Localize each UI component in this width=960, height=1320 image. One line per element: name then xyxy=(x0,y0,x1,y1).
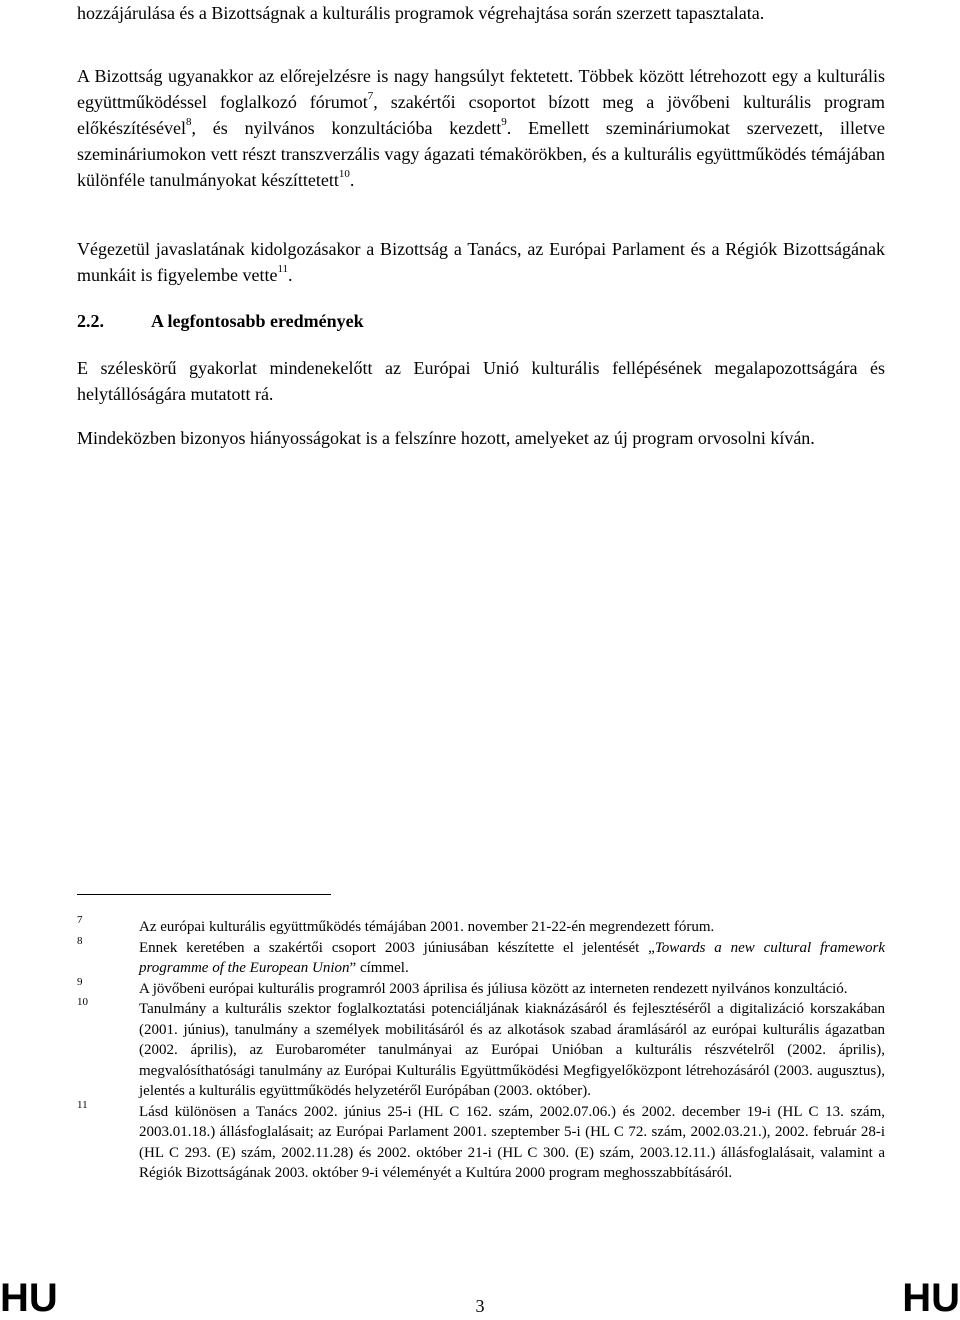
footnote-number: 7 xyxy=(77,914,83,926)
footer-language-right: HU xyxy=(902,1276,960,1320)
footnote-8 xyxy=(77,934,885,979)
section-heading xyxy=(77,308,364,334)
paragraph-2-text-d: . Emellett szemináriumokat szervezett, illetve szemináriumokon vett részt transzverzális vagy ágazati témakörökben, és a kulturális együttműködés témájában különféle tanulmányokat készíttetett xyxy=(77,118,885,190)
footnote-10 xyxy=(77,996,885,1102)
footnote-separator xyxy=(77,894,331,895)
footnote-ref-8[interactable]: 8 xyxy=(185,116,192,128)
paragraph-3 xyxy=(77,236,885,288)
paragraph-2-text-b: , szakértői csoportot bízott meg a jövőbeni kulturális program előkészítésével xyxy=(77,92,885,138)
footer-language-left: HU xyxy=(0,1276,58,1320)
paragraph-5: Mindeközben bizonyos hiányosságokat is a felszínre hozott, amelyeket az új program orvosolni kíván. xyxy=(77,428,815,448)
section-number: 2.2. xyxy=(77,311,104,331)
footnote-9 xyxy=(77,975,885,1000)
footnote-text: Lásd különösen a Tanács 2002. június 25-i (HL C 162. szám, 2002.07.06.) és 2002. december 19-i (HL C 13. szám, 2003.01.18.) állásfoglalásait; az Európai Parlament 2001. szeptember 5-i (HL C 72. szám, 2002.03.21.), 2002. február 28-i (HL C 293. (E) szám, 2002.11.28) és 2002. október 21-i (HL C 300. (E) szám, 2003.12.11.) állásfoglalásait, valamint a Régiók Bizottságának 2003. október 9-i véleményét a Kultúra 2000 program meghosszabbításáról. xyxy=(139,1103,885,1181)
paragraph-2-text-e: . xyxy=(349,170,355,190)
footnote-text: Tanulmány a kulturális szektor foglalkoztatási potenciáljának kiaknázásáról és fejlesztéséről a digitalizáció korszakában (2001. június), tanulmány a személyek mobilitásáról és az alkotások szabad áramlásáról az európai kulturális ágazatban (2002. április), az Eurobarométer tanulmányai az Európai Unióban a kulturális részvételről (2002. április), megvalósíthatósági tanulmány az Európai Kulturális Együttműködési Megfigyelőközpont létrehozásáról (2003. augusztus), jelentés a kulturális együttműködés helyzetéről Európában (2003. október). xyxy=(139,1001,885,1099)
paragraph-3-text-a: Végezetül javaslatának kidolgozásakor a Bizottság a Tanács, az Európai Parlament és a Régiók Bizottságának munkáit is figyelembe vette xyxy=(77,239,885,285)
paragraph-4: E széleskörű gyakorlat mindenekelőtt az Európai Unió kulturális fellépésének megalapozottságára és helytállóságára mutatott rá. xyxy=(77,358,885,404)
footnote-ref-10[interactable]: 10 xyxy=(338,168,350,180)
footnote-text-a: Ennek keretében a szakértői csoport 2003 júniusában készítette el jelentését „ xyxy=(139,939,655,956)
paragraph-1: hozzájárulása és a Bizottságnak a kulturális programok végrehajtása során szerzett tapasztalata. xyxy=(77,3,765,23)
paragraph-2-text-c: , és nyilvános konzultációba kezdett xyxy=(191,118,502,138)
footnote-number: 9 xyxy=(77,975,83,988)
paragraph-2-text-a: A Bizottság ugyanakkor az előrejelzésre is nagy hangsúlyt fektetett. Többek között létrehozott egy a kulturális együttműködéssel foglalkozó fórumot xyxy=(77,66,885,112)
footnote-number: 8 xyxy=(77,934,83,947)
footnote-number: 11 xyxy=(77,1098,88,1111)
footnote-italic-title: Towards a new cultural framework programme of the European Union xyxy=(139,939,885,976)
footnotes xyxy=(77,914,885,1184)
footnote-7 xyxy=(77,914,885,938)
footnote-text-b: ” címmel. xyxy=(349,960,409,976)
section-title: A legfontosabb eredmények xyxy=(151,311,364,331)
footnote-text: Az európai kulturális együttműködés témájában 2001. november 21-22-én megrendezett fórum. xyxy=(139,919,715,935)
footnote-ref-11[interactable]: 11 xyxy=(277,263,289,275)
paragraph-2 xyxy=(77,63,885,193)
footnote-11 xyxy=(77,1098,885,1184)
footnote-text: A jövőbeni európai kulturális programról 2003 áprilisa és júliusa között az interneten rendezett nyilvános konzultáció. xyxy=(139,980,848,997)
paragraph-3-text-b: . xyxy=(288,265,293,285)
footnote-ref-7[interactable]: 7 xyxy=(367,90,374,102)
footnote-number: 10 xyxy=(77,996,88,1008)
page-number: 3 xyxy=(475,1296,485,1316)
footnote-ref-9[interactable]: 9 xyxy=(501,116,507,128)
